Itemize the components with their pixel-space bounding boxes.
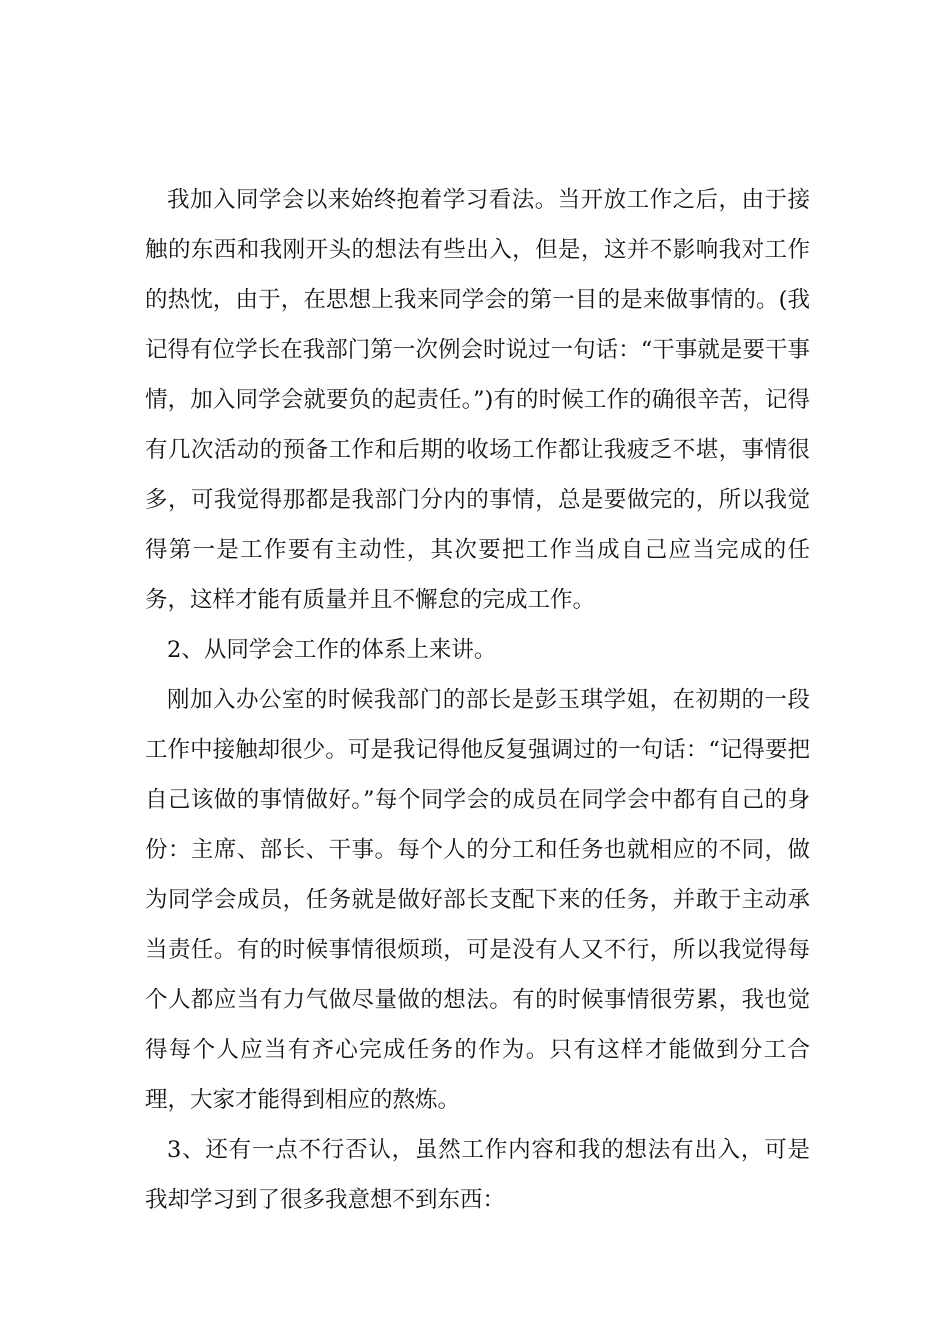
paragraph-attitude: 我加入同学会以来始终抱着学习看法。当开放工作之后，由于接触的东西和我刚开头的想法有些出入，但是，这并不影响我对工作的热忱，由于，在思想上我来同学会的第一目的是来做事情的。(我记得有位学长在我部门第一次例会时说过一句话：“干事就是要干事情，加入同学会就要负的起责任。”)有的时候工作的确很辛苦，记得有几次活动的预备工作和后期的收场工作都让我疲乏不堪，事情很多，可我觉得那都是我部门分内的事情，总是要做完的，所以我觉得第一是工作要有主动性，其次要把工作当成自己应当完成的任务，这样才能有质量并且不懈怠的完成工作。 <box>145 187 810 613</box>
paragraph-heading-2: 2、从同学会工作的体系上来讲。 <box>167 637 497 663</box>
paragraph-heading-3: 3、还有一点不行否认，虽然工作内容和我的想法有出入，可是我却学习到了很多我意想不到东西： <box>145 1137 810 1213</box>
document-body <box>145 175 810 1225</box>
paragraph-system: 刚加入办公室的时候我部门的部长是彭玉琪学姐，在初期的一段工作中接触却很少。可是我记得他反复强调过的一句话：“记得要把自己该做的事情做好。”每个同学会的成员在同学会中都有自己的身份：主席、部长、干事。每个人的分工和任务也就相应的不同，做为同学会成员，任务就是做好部长支配下来的任务，并敢于主动承当责任。有的时候事情很烦琐，可是没有人又不行，所以我觉得每个人都应当有力气做尽量做的想法。有的时候事情很劳累，我也觉得每个人应当有齐心完成任务的作为。只有这样才能做到分工合理，大家才能得到相应的熬炼。 <box>145 687 810 1113</box>
